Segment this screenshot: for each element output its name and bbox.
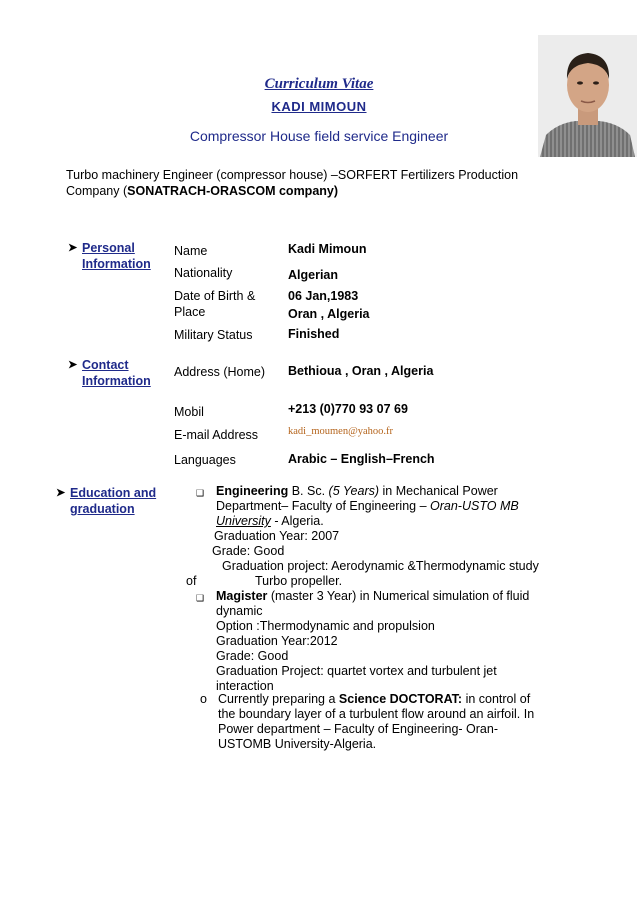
graduation-project-of: of bbox=[186, 574, 197, 588]
mobil-label: Mobil bbox=[174, 405, 204, 419]
arrow-bullet-icon: ➤ bbox=[68, 359, 78, 371]
section-personal-information bbox=[68, 240, 168, 272]
education-line: Graduation Project: quartet vortex and turbulent jet bbox=[216, 664, 497, 678]
section-title-line: Information bbox=[82, 374, 151, 388]
dob-date: 06 Jan,1983 bbox=[288, 289, 359, 303]
profile-photo bbox=[538, 35, 637, 157]
doctorate-text: in control of bbox=[462, 692, 531, 706]
dob-label bbox=[174, 288, 255, 320]
mobil-value: +213 (0)770 93 07 69 bbox=[288, 402, 408, 416]
university-text: University bbox=[216, 514, 271, 528]
education-engineering bbox=[216, 484, 556, 529]
checkbox-bullet-icon: ❑ bbox=[196, 593, 205, 603]
checkbox-bullet-icon: ❑ bbox=[196, 488, 205, 498]
education-line: the boundary layer of a turbulent flow around an airfoil. In bbox=[218, 707, 535, 721]
education-line: Option :Thermodynamic and propulsion bbox=[216, 619, 435, 633]
education-line: Grade: Good bbox=[216, 649, 289, 663]
professional-summary bbox=[66, 167, 556, 199]
department-text: Department– Faculty of Engineering – bbox=[216, 499, 431, 513]
section-title-line: Contact bbox=[82, 358, 129, 372]
education-line: dynamic bbox=[216, 604, 263, 618]
education-line: Graduation Year:2012 bbox=[216, 634, 338, 648]
section-education bbox=[56, 485, 176, 517]
email-label: E-mail Address bbox=[174, 428, 259, 442]
section-title-line: Personal bbox=[82, 241, 135, 255]
job-title: Compressor House field service Engineer bbox=[189, 128, 449, 144]
degree-name: Engineering bbox=[216, 484, 289, 498]
dob-label-line: Place bbox=[174, 305, 206, 319]
military-label: Military Status bbox=[174, 328, 253, 342]
degree-duration: (5 Years) bbox=[328, 484, 380, 498]
section-title-line: Information bbox=[82, 257, 151, 271]
dob-value bbox=[288, 288, 370, 322]
military-value: Finished bbox=[288, 327, 340, 341]
nationality-value: Algerian bbox=[288, 268, 339, 282]
education-line bbox=[218, 692, 558, 707]
education-line: USTOMB University-Algeria. bbox=[218, 737, 377, 751]
arrow-bullet-icon: ➤ bbox=[56, 487, 66, 499]
education-line bbox=[216, 589, 556, 604]
degree-type: B. Sc. bbox=[288, 484, 329, 498]
education-line bbox=[216, 484, 556, 499]
dob-label-line: Date of Birth & bbox=[174, 289, 256, 303]
education-line bbox=[216, 499, 556, 514]
arrow-bullet-icon: ➤ bbox=[68, 242, 78, 254]
summary-company: SONATRACH-ORASCOM company) bbox=[127, 184, 339, 198]
university-text: Oran-USTO MB bbox=[430, 499, 519, 513]
education-doctorate bbox=[218, 692, 558, 752]
degree-field: in Mechanical Power bbox=[379, 484, 498, 498]
languages-label: Languages bbox=[174, 453, 236, 467]
languages-value: Arabic – English–French bbox=[288, 452, 435, 466]
email-link[interactable]: kadi_moumen@yahoo.fr bbox=[288, 426, 394, 437]
section-title-line: Education and bbox=[70, 486, 157, 500]
education-line: Power department – Faculty of Engineering- Oran- bbox=[218, 722, 498, 736]
graduation-project-topic: Turbo propeller. bbox=[255, 574, 343, 588]
address-label: Address (Home) bbox=[174, 365, 265, 379]
degree-name: Science DOCTORAT: bbox=[338, 692, 463, 706]
country-text: - Algeria. bbox=[270, 514, 324, 528]
section-contact-information bbox=[68, 357, 168, 389]
cv-title: Curriculum Vitae bbox=[264, 76, 374, 92]
summary-text: Turbo machinery Engineer (compressor house) –SORFERT Fertilizers Production Company ( bbox=[66, 168, 519, 198]
education-line bbox=[216, 514, 556, 529]
candidate-name: KADI MIMOUN bbox=[271, 99, 367, 114]
circle-bullet-icon: o bbox=[200, 692, 207, 706]
address-value: Bethioua , Oran , Algeria bbox=[288, 364, 434, 378]
graduation-year: Graduation Year: 2007 bbox=[214, 529, 340, 543]
section-title-line: graduation bbox=[70, 502, 135, 516]
degree-field: (master 3 Year) in Numerical simulation of fluid bbox=[267, 589, 530, 603]
education-line: interaction bbox=[216, 679, 274, 693]
name-value: Kadi Mimoun bbox=[288, 242, 367, 256]
name-label: Name bbox=[174, 244, 208, 258]
doctorate-text: Currently preparing a bbox=[218, 692, 339, 706]
education-magister bbox=[216, 589, 556, 694]
birth-place: Oran , Algeria bbox=[288, 307, 370, 321]
grade: Grade: Good bbox=[212, 544, 285, 558]
degree-name: Magister bbox=[216, 589, 268, 603]
nationality-label: Nationality bbox=[174, 266, 233, 280]
graduation-project: Graduation project: Aerodynamic &Thermodynamic study bbox=[222, 559, 539, 573]
